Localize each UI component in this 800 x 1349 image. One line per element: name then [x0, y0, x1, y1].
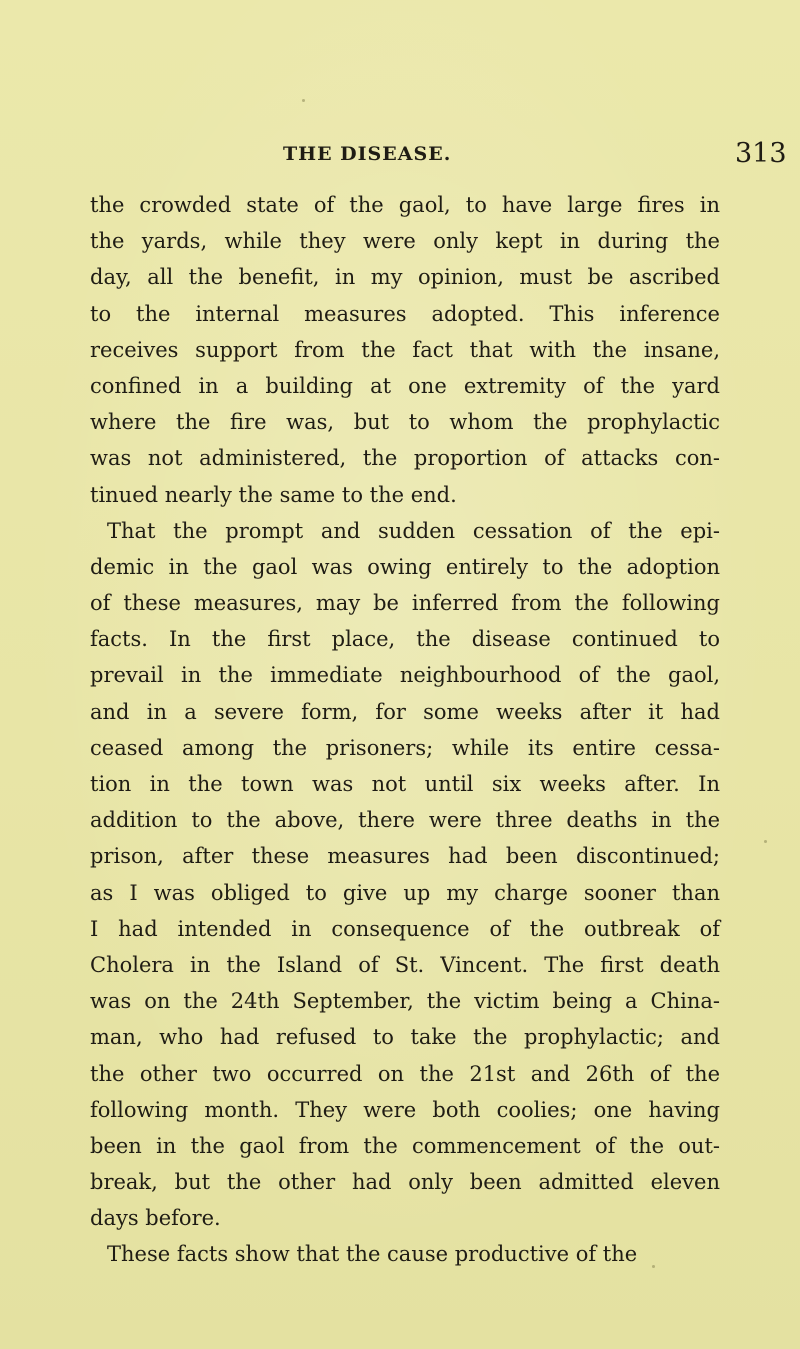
text-line: prison, after these measures had been discontinued; — [90, 844, 720, 869]
text-line: That the prompt and sudden cessation of the epi- — [107, 518, 720, 543]
paper-speck — [302, 99, 305, 102]
text-line: break, but the other had only been admitted eleven — [90, 1170, 720, 1195]
text-line: tinued nearly the same to the end. — [90, 482, 457, 507]
text-line: addition to the above, there were three deaths in the — [90, 808, 720, 833]
text-line: receives support from the fact that with the insane, — [90, 337, 720, 362]
text-line: the other two occurred on the 21st and 26th of the — [90, 1061, 720, 1086]
text-line: tion in the town was not until six weeks after. In — [90, 772, 720, 796]
running-head: THE DISEASE. — [283, 143, 452, 165]
text-line: of these measures, may be inferred from the following — [90, 591, 720, 616]
body-text — [90, 187, 720, 1273]
text-line: and in a severe form, for some weeks after it had — [90, 699, 720, 724]
text-line: prevail in the immediate neighbourhood of the gaol, — [90, 663, 720, 688]
paper-speck — [652, 1265, 655, 1268]
text-line: day, all the benefit, in my opinion, must be ascribed — [90, 265, 720, 290]
text-line: I had intended in consequence of the outbreak of — [90, 916, 720, 941]
text-line: the yards, while they were only kept in during the — [90, 229, 720, 254]
text-line: was not administered, the proportion of attacks con- — [90, 446, 720, 471]
text-line: Cholera in the Island of St. Vincent. The first death — [90, 952, 720, 977]
text-line: These facts show that the cause productive of the — [107, 1242, 638, 1267]
text-line: as I was obliged to give up my charge sooner than — [90, 880, 720, 905]
text-line: the crowded state of the gaol, to have large fires in — [90, 193, 720, 217]
page-header — [0, 140, 800, 174]
text-line: ceased among the prisoners; while its entire cessa- — [90, 735, 720, 760]
text-line: demic in the gaol was owing entirely to the adoption — [90, 554, 720, 579]
page-number: 313 — [735, 138, 787, 169]
text-line: where the fire was, but to whom the prophylactic — [90, 410, 720, 435]
text-line: man, who had refused to take the prophylactic; and — [90, 1025, 720, 1050]
paper-speck — [764, 840, 767, 843]
text-line: following month. They were both coolies; one having — [90, 1097, 720, 1122]
text-line: facts. In the first place, the disease continued to — [90, 627, 720, 652]
text-line: was on the 24th September, the victim being a China- — [90, 989, 720, 1014]
text-line: to the internal measures adopted. This inference — [90, 301, 720, 326]
text-line: been in the gaol from the commencement of the out- — [90, 1133, 720, 1158]
text-line: days before. — [90, 1206, 221, 1231]
text-line: confined in a building at one extremity of the yard — [90, 373, 720, 398]
